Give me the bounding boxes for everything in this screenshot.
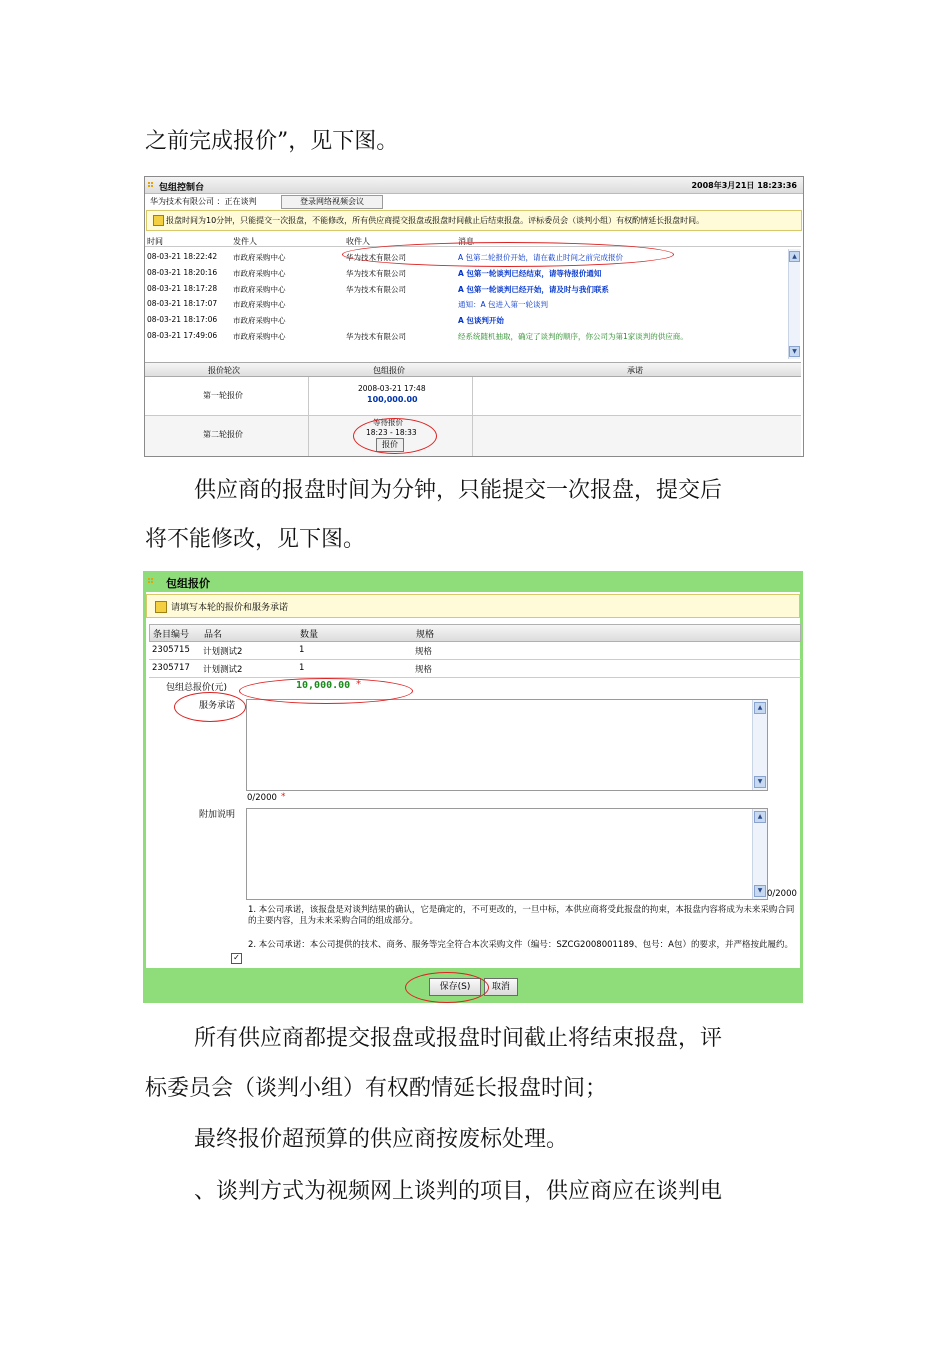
service-promise-textarea[interactable] (246, 699, 768, 791)
message-time: 08-03-21 18:20:16 (147, 267, 218, 277)
item-row (149, 660, 801, 678)
message-sender: 市政府采购中心 (233, 253, 286, 262)
notice-icon (155, 601, 167, 613)
service-promise-label: 服务承诺 (199, 701, 236, 711)
item-spec: 规格 (415, 665, 433, 675)
quote-form-panel (146, 592, 800, 968)
message-message: A 包谈判开始 (458, 316, 504, 326)
console-title: 包组控制台 (159, 183, 205, 193)
total-price-label: 包组总报价(元) (166, 683, 228, 693)
message-time: 08-03-21 18:17:07 (147, 299, 218, 309)
console-notice (146, 210, 802, 231)
paragraph-3-line-2: 标委员会（谈判小组）有权酌情延长报盘时间； (145, 1076, 608, 1101)
round-1-row (145, 377, 801, 416)
message-receiver: 华为技术有限公司 (346, 284, 406, 294)
console-notice-text: 报盘时间为10分钟，只能提交一次报盘，不能修改，所有供应商提交报盘或报盘时间截止后结束报盘。评标委员会（谈判小组）有权酌情延长报盘时间。 (166, 216, 705, 225)
round-1-time: 2008-03-21 17:48 (358, 384, 426, 393)
paragraph-5: 、谈判方式为视频网上谈判的项目，供应商应在谈判电 (194, 1179, 723, 1204)
round-1-label: 第一轮报价 (203, 391, 243, 400)
message-time: 08-03-21 18:17:28 (147, 283, 218, 293)
service-promise-counter: 0/2000 (247, 793, 277, 803)
message-row (145, 328, 785, 344)
paragraph-2-line-2: 将不能修改，见下图。 (145, 527, 366, 552)
item-row (149, 642, 801, 660)
notice-icon (153, 215, 164, 226)
round-1-amount: 100,000.00 (367, 395, 418, 404)
items-table (149, 624, 801, 678)
negotiation-console-screenshot (144, 176, 804, 457)
col-promise: 承诺 (627, 366, 643, 375)
message-receiver: 华为技术有限公司 (346, 253, 406, 262)
scroll-down-icon[interactable]: ▼ (754, 776, 766, 788)
message-row (145, 265, 785, 281)
submit-quote-button[interactable]: 报价 (376, 438, 404, 452)
col-item-qty: 数量 (300, 630, 319, 640)
package-quote-screenshot (143, 571, 803, 1003)
paragraph-1: 之前完成报价”，见下图。 (145, 129, 399, 154)
col-item-name: 品名 (204, 630, 223, 640)
quote-rounds-header (145, 362, 801, 377)
additional-notes-label: 附加说明 (199, 810, 236, 820)
title-dots-icon (148, 182, 154, 188)
required-mark: * (281, 792, 286, 802)
item-spec: 规格 (415, 647, 433, 657)
total-price-input[interactable]: 10,000.00 (296, 680, 351, 691)
commitment-term-2: 2. 本公司承诺：本公司提供的技术、商务、服务等完全符合本次采购文件（编号：SZCG2008001189、包号：A包）的要求，并严格按此履约。 (248, 940, 793, 950)
video-meeting-button[interactable]: 登录网络视频会议 (281, 195, 383, 209)
messages-list (145, 249, 785, 344)
col-price: 包组报价 (373, 366, 405, 375)
col-item-spec: 规格 (416, 630, 435, 640)
message-row (145, 249, 785, 265)
additional-notes-counter: 0/2000 (767, 889, 797, 899)
scroll-down-icon[interactable]: ▼ (789, 346, 800, 357)
col-item-id: 条目编号 (153, 630, 190, 640)
message-receiver: 华为技术有限公司 (346, 331, 406, 341)
message-row (145, 312, 785, 328)
scroll-up-icon[interactable]: ▲ (754, 811, 766, 823)
message-message: 经系统随机抽取，确定了谈判的顺序，你公司为第1家谈判的供应商。 (458, 331, 688, 341)
round-2-status: 等待报价 (373, 418, 403, 427)
textarea-scrollbar[interactable] (752, 809, 767, 899)
message-message: A 包第一轮谈判已经结束，请等待报价通知 (458, 268, 602, 278)
agree-checkbox[interactable]: ✓ (231, 953, 242, 964)
title-dots-icon (148, 578, 154, 584)
messages-scrollbar[interactable] (788, 249, 800, 359)
paragraph-3-line-1: 所有供应商都提交报盘或报盘时间截止将结束报盘，评 (194, 1026, 723, 1051)
company-status-tab[interactable]: 华为技术有限公司 ：正在谈判 (150, 197, 257, 206)
quote-form-notice-text: 请填写本轮的报价和服务承诺 (171, 603, 289, 613)
message-sender: 市政府采购中心 (233, 268, 286, 278)
message-sender: 市政府采购中心 (233, 300, 286, 310)
round-2-window: 18:23 - 18:33 (366, 428, 417, 437)
quote-rounds-table (145, 362, 801, 457)
textarea-scrollbar[interactable] (752, 700, 767, 790)
item-id: 2305715 (152, 645, 190, 655)
message-row (145, 296, 785, 312)
items-header (149, 624, 801, 642)
commitment-term-1: 1. 本公司承诺，该报盘是对谈判结果的确认，它是确定的，不可更改的，一旦中标，本供应商将受此报盘的拘束，本报盘内容将成为未来采购合同的主要内容，且为未来采购合同的组成部分。 (248, 905, 795, 926)
col-receiver: 收件人 (346, 237, 370, 246)
scroll-down-icon[interactable]: ▼ (754, 885, 766, 897)
message-sender: 市政府采购中心 (233, 331, 286, 341)
item-qty: 1 (299, 645, 305, 655)
save-button[interactable]: 保存(S) (429, 978, 481, 996)
message-time: 08-03-21 18:17:06 (147, 315, 218, 325)
message-message: A 包第一轮谈判已经开始，请及时与我们联系 (458, 284, 609, 294)
paragraph-2-line-1: 供应商的报盘时间为分钟，只能提交一次报盘，提交后 (194, 478, 723, 503)
scroll-up-icon[interactable]: ▲ (754, 702, 766, 714)
required-mark: * (356, 679, 361, 690)
console-datetime: 2008年3月21日 18:23:36 (691, 181, 797, 190)
messages-header (145, 235, 801, 247)
round-2-row (145, 416, 801, 457)
col-sender: 发件人 (233, 237, 257, 246)
message-time: 08-03-21 17:49:06 (147, 330, 218, 340)
message-message: A 包第二轮报价开始，请在截止时间之前完成报价 (458, 253, 624, 262)
col-round: 报价轮次 (208, 366, 240, 375)
message-message: 通知：A 包进入第一轮谈判 (458, 300, 549, 310)
item-name: 计划测试2 (203, 647, 243, 657)
quote-form-notice (146, 594, 800, 618)
message-row (145, 281, 785, 297)
scroll-up-icon[interactable]: ▲ (789, 251, 800, 262)
additional-notes-textarea[interactable] (246, 808, 768, 900)
item-name: 计划测试2 (203, 665, 243, 675)
col-message: 消息 (458, 237, 474, 246)
console-tabs (145, 194, 803, 209)
item-qty: 1 (299, 663, 305, 673)
paragraph-4: 最终报价超预算的供应商按废标处理。 (194, 1127, 569, 1152)
quote-form-title: 包组报价 (166, 577, 210, 590)
message-receiver: 华为技术有限公司 (346, 268, 406, 278)
col-time: 时间 (147, 237, 163, 246)
message-sender: 市政府采购中心 (233, 316, 286, 326)
cancel-button[interactable]: 取消 (484, 978, 518, 996)
round-2-label: 第二轮报价 (203, 430, 243, 439)
items-rows (149, 642, 801, 678)
message-sender: 市政府采购中心 (233, 284, 286, 294)
item-id: 2305717 (152, 663, 190, 673)
message-time: 08-03-21 18:22:42 (147, 252, 218, 261)
console-titlebar (145, 177, 803, 194)
